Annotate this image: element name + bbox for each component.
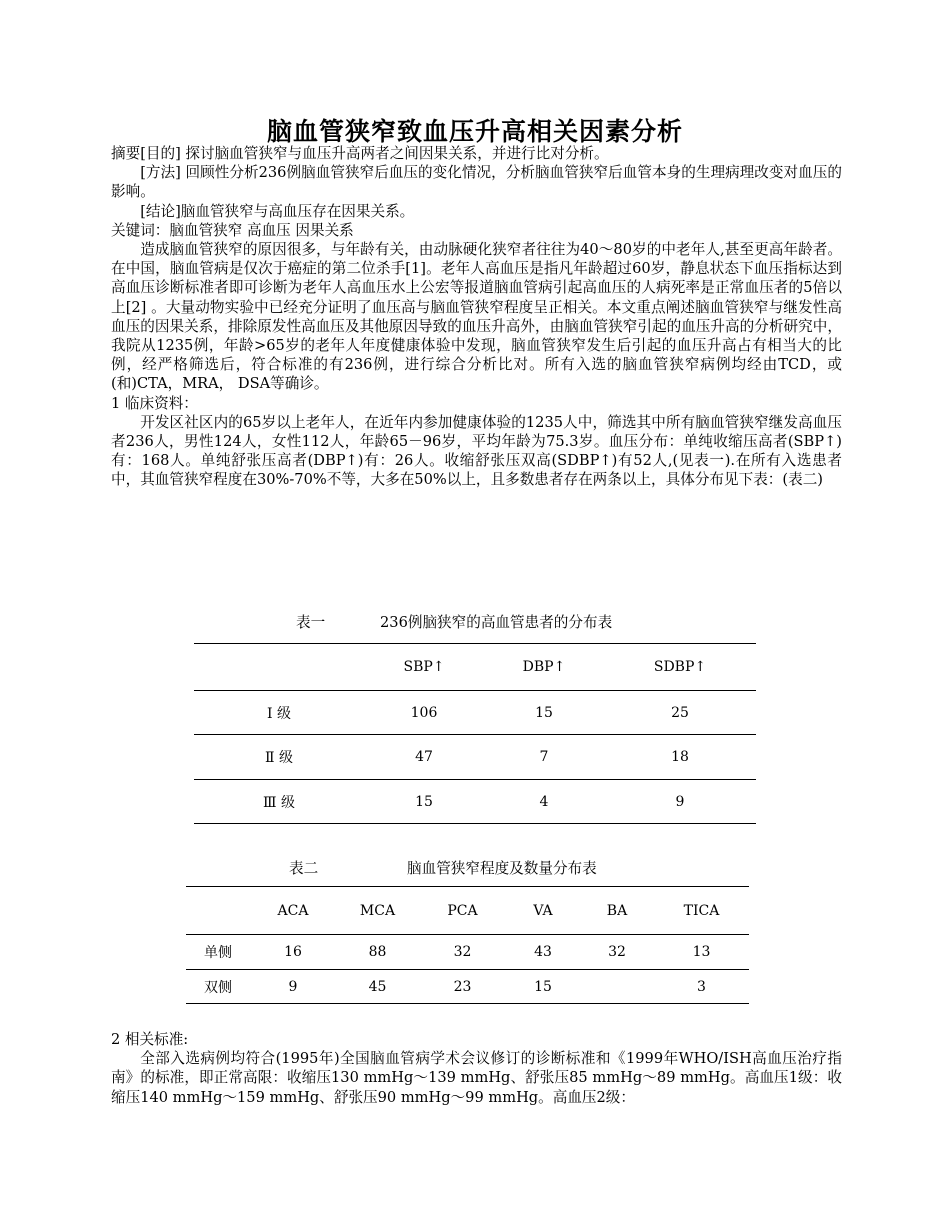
table-cell: 45 bbox=[336, 970, 419, 1004]
table-cell: 7 bbox=[484, 735, 604, 780]
table-cell: 15 bbox=[364, 780, 484, 824]
table-header-cell bbox=[194, 644, 364, 691]
table-cell: 43 bbox=[506, 935, 580, 970]
table-cell: 32 bbox=[419, 935, 506, 970]
abstract-method: [方法] 回顾性分析236例脑血管狭窄后血压的变化情况，分析脑血管狭窄后血管本身的生理病理改变对血压的影响。 bbox=[111, 164, 842, 201]
table-header-cell: SBP↑ bbox=[364, 644, 484, 691]
table-header-cell: PCA bbox=[419, 887, 506, 935]
table-header-cell: MCA bbox=[336, 887, 419, 935]
table2 bbox=[186, 886, 749, 1004]
table-header-cell: ACA bbox=[250, 887, 336, 935]
table-cell: 3 bbox=[654, 970, 749, 1004]
table-row-label: Ⅱ 级 bbox=[194, 735, 364, 780]
table-cell: 9 bbox=[250, 970, 336, 1004]
table-header-cell: BA bbox=[580, 887, 654, 935]
table-cell: 4 bbox=[484, 780, 604, 824]
table2-label: 表二 bbox=[289, 860, 319, 877]
table-cell: 18 bbox=[604, 735, 756, 780]
table-header-cell bbox=[186, 887, 250, 935]
table-cell: 16 bbox=[250, 935, 336, 970]
table-row-label: Ⅲ 级 bbox=[194, 780, 364, 824]
table-header-cell: SDBP↑ bbox=[604, 644, 756, 691]
section2-paragraph: 全部入选病例均符合(1995年)全国脑血管病学术会议修订的诊断标准和《1999年WHO/ISH高血压治疗指南》的标准，即正常高限：收缩压130 mmHg～139 mmHg、舒张压85 mmHg～89 mmHg。高血压1级：收缩压140 mmHg～159 mmHg、舒张压90 mmHg～99 mmHg。高血压2级： bbox=[111, 1050, 842, 1106]
table-header-cell: VA bbox=[506, 887, 580, 935]
intro-paragraph: 造成脑血管狭窄的原因很多，与年龄有关，由动脉硬化狭窄者往往为40～80岁的中老年人,甚至更高年龄者。在中国，脑血管病是仅次于癌症的第二位杀手[1]。老年人高血压是指凡年龄超过60岁，静息状态下血压指标达到高血压诊断标准者即可诊断为老年人高血压水上公宏等报道脑血管病引起高血压的人病死率是正常血压者的5倍以上[2] 。大量动物实验中已经充分证明了血压高与脑血管狭窄程度呈正相关。本文重点阐述脑血管狭窄与继发性高血压的因果关系，排除原发性高血压及其他原因导致的血压升高外，由脑血管狭窄引起的血压升高的分析研究中，我院从1235例，年龄>65岁的老年人年度健康体验中发现，脑血管狭窄发生后引起的血压升高占有相当大的比例，经严格筛选后，符合标准的有236例，进行综合分析比对。所有入选的脑血管狭窄病例均经由TCD，或(和)CTA，MRA， DSA等确诊。 bbox=[111, 241, 842, 393]
table-header-cell: TICA bbox=[654, 887, 749, 935]
table-header-cell: DBP↑ bbox=[484, 644, 604, 691]
table-cell: 47 bbox=[364, 735, 484, 780]
table-cell: 25 bbox=[604, 691, 756, 735]
table-row bbox=[194, 735, 756, 780]
table-cell: 32 bbox=[580, 935, 654, 970]
table-row bbox=[186, 970, 749, 1004]
table1 bbox=[194, 643, 756, 824]
abstract-conclusion: [结论]脑血管狭窄与高血压存在因果关系。 bbox=[140, 202, 415, 220]
table2-caption: 脑血管狭窄程度及数量分布表 bbox=[407, 860, 597, 877]
table1-caption: 236例脑狭窄的高血管患者的分布表 bbox=[380, 614, 613, 631]
abstract-objective: 摘要[目的] 探讨脑血管狭窄与血压升高两者之间因果关系，并进行比对分析。 bbox=[111, 145, 609, 162]
table-cell: 13 bbox=[654, 935, 749, 970]
table-cell: 23 bbox=[419, 970, 506, 1004]
table-cell: 15 bbox=[506, 970, 580, 1004]
table2-header-row bbox=[186, 887, 749, 935]
table-row-label: Ⅰ 级 bbox=[194, 691, 364, 735]
table-row bbox=[186, 935, 749, 970]
keywords: 关键词：脑血管狭窄 高血压 因果关系 bbox=[111, 221, 354, 239]
table-cell: 106 bbox=[364, 691, 484, 735]
table1-label: 表一 bbox=[296, 614, 326, 631]
section1-paragraph: 开发区社区内的65岁以上老年人，在近年内参加健康体验的1235人中，筛选其中所有脑血管狭窄继发高血压者236人，男性124人，女性112人，年龄65－96岁，平均年龄为75.3岁。血压分布：单纯收缩压高者(SBP↑)有：168人。单纯舒张压高者(DBP↑)有：26人。收缩舒张压双高(SDBP↑)有52人,(见表一).在所有入选患者中，其血管狭窄程度在30%-70%不等，大多在50%以上，且多数患者存在两条以上，具体分布见下表：(表二) bbox=[111, 413, 842, 489]
body-text-lower bbox=[111, 1030, 842, 1107]
table-cell: 9 bbox=[604, 780, 756, 824]
table-cell bbox=[580, 970, 654, 1004]
table-cell: 15 bbox=[484, 691, 604, 735]
table-row-label: 双侧 bbox=[186, 970, 250, 1004]
table1-header-row bbox=[194, 644, 756, 691]
table-row-label: 单侧 bbox=[186, 935, 250, 970]
table-row bbox=[194, 691, 756, 735]
section2-heading: 2 相关标准: bbox=[111, 1031, 189, 1048]
paper-title: 脑血管狭窄致血压升高相关因素分析 bbox=[266, 117, 683, 146]
table-row bbox=[194, 780, 756, 824]
body-text-upper bbox=[111, 144, 842, 490]
table-cell: 88 bbox=[336, 935, 419, 970]
section1-heading: 1 临床资料： bbox=[111, 394, 198, 412]
